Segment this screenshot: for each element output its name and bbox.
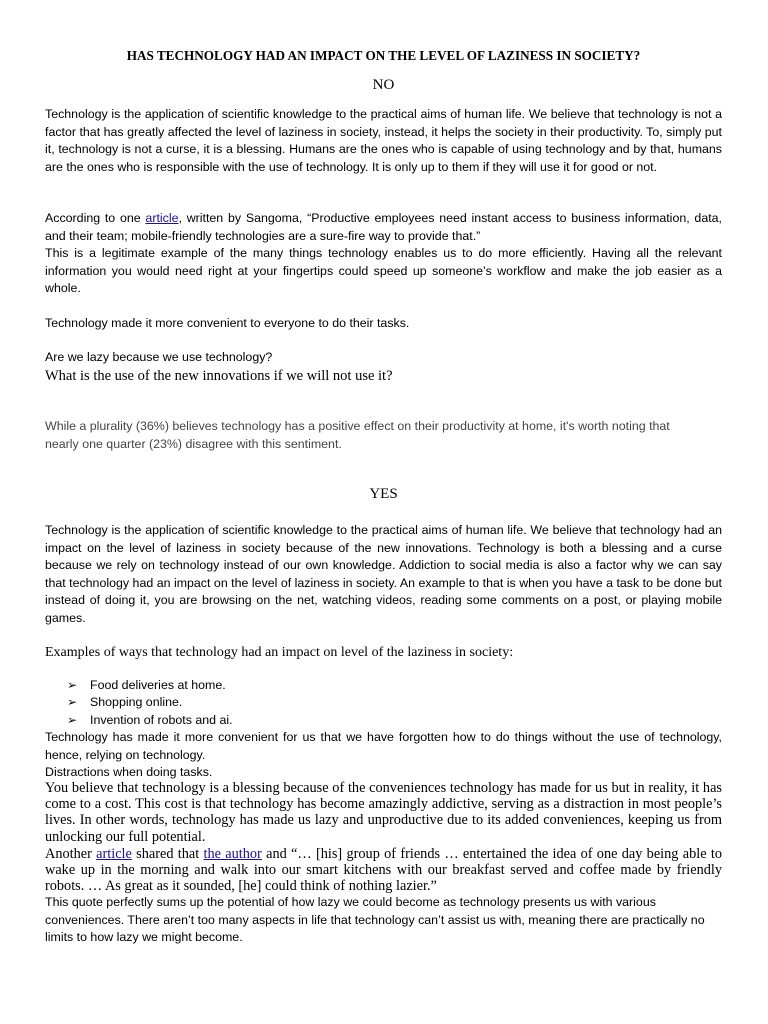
list-item-text: Food deliveries at home. (90, 678, 226, 692)
yes-paragraph-4: You believe that technology is a blessing because of the conveniences technology has made for us but in reality, it has come to a cost. This cost is that technology has become amazingly addictive, serving as a distraction in most people’s lives. In other words, technology has made us lazy and unproductive due to its added conveniences, keeping us from unlocking our full potential. (45, 780, 722, 845)
no-p2-text-start: According to one (45, 211, 146, 225)
statistic-quote: While a plurality (36%) believes technology has a positive effect on their productivity at home, it's worth noting that nearly one quarter (23%) disagree with this sentiment. (45, 419, 670, 451)
arrow-bullet-icon: ➢ (67, 678, 78, 692)
yes-paragraph-2: Technology has made it more convenient for us that we have forgotten how to do things without the use of technology, hence, relying on technology. (45, 730, 722, 762)
no-paragraph-2 (45, 210, 722, 245)
arrow-bullet-icon: ➢ (67, 712, 78, 727)
list-item (45, 712, 722, 729)
yes-heading: YES (369, 486, 398, 502)
yes-paragraph-6: This quote perfectly sums up the potential of how lazy we could become as technology presents us with various conveniences. There aren’t too many aspects in life that technology can’t assist us with, meaning there are practically no limits to how lazy we might become. (45, 895, 705, 945)
yes-paragraph-3: Distractions when doing tasks. (45, 765, 213, 779)
no-paragraph-3: This is a legitimate example of the many things technology enables us to do more efficiently. Having all the relevant information you would need right at your fingertips could speed up someone’s workflow and make the job easier as a whole. (45, 246, 722, 296)
yes-p5-text-start: Another (45, 846, 97, 862)
list-item-text: Invention of robots and ai. (90, 712, 233, 727)
no-paragraph-1: Technology is the application of scientific knowledge to the practical aims of human life. We believe that technology is not a factor that has greatly affected the level of laziness in society, instead, it helps the society in their productivity. To, simply put it, technology is not a curse, it is a blessing. Humans are the ones who is capable of using technology and by that, humans are the ones who is responsible with the use of technology. It is only up to them if they will use it for good or not. (45, 107, 722, 174)
yes-paragraph-5 (45, 846, 722, 895)
yes-p5-text-mid: shared that (131, 846, 204, 862)
list-item-text: Shopping online. (90, 695, 183, 710)
the-author-link[interactable]: the author (203, 846, 262, 862)
arrow-bullet-icon: ➢ (67, 695, 78, 710)
no-paragraph-5: Are we lazy because we use technology? (45, 350, 273, 364)
no-heading: NO (372, 77, 395, 93)
examples-list (45, 677, 722, 729)
examples-intro: Examples of ways that technology had an impact on level of the laziness in society: (45, 645, 514, 660)
list-item (45, 694, 722, 711)
document-title: HAS TECHNOLOGY HAD AN IMPACT ON THE LEVEL OF LAZINESS IN SOCIETY? (126, 48, 641, 63)
no-paragraph-4: Technology made it more convenient to everyone to do their tasks. (45, 316, 410, 330)
article-link[interactable]: article (145, 211, 179, 225)
no-p2-text-end: , written by Sangoma, “Productive employees need instant access to business information, data, and their team; mobile-friendly technologies are a sure-fire way to provide that.” (45, 211, 722, 243)
yes-paragraph-1: Technology is the application of scientific knowledge to the practical aims of human life. We believe that technology had an impact on the level of laziness in society because of the new innovations. Technology is both a blessing and a curse because we rely on technology instead of our own knowledge. Addiction to social media is also a factor why we can say that technology had an impact on the level of laziness in society. An example to that is when you have a task to be done but instead of doing it, you are browsing on the net, watching videos, reading some comments on a post, or playing mobile games. (45, 523, 722, 625)
another-article-link[interactable]: article (96, 846, 132, 862)
yes-p5-text-end: and “… [his] group of friends … entertained the idea of one day being able to wake up in the morning and walk into our smart kitchens with our breakfast served and coffee made by friendly robots. … As great as it sounded, [he] could think of nothing lazier.” (45, 846, 722, 895)
no-paragraph-6: What is the use of the new innovations if we will not use it? (45, 368, 393, 384)
list-item (45, 677, 722, 694)
